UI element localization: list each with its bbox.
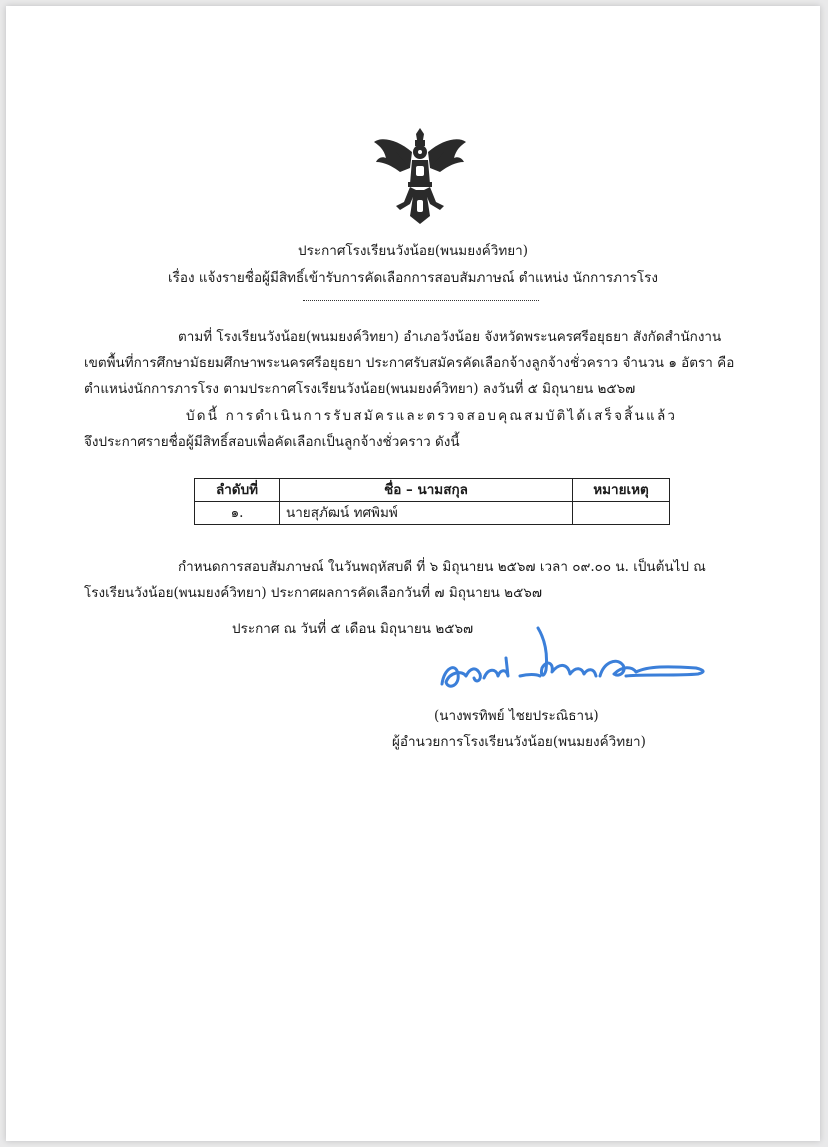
header-note: หมายเหตุ	[573, 479, 670, 502]
candidate-table	[194, 478, 670, 525]
garuda-emblem-icon	[370, 128, 470, 228]
para3-line-2: โรงเรียนวังน้อย(พนมยงค์วิทยา) ประกาศผลการคัดเลือกวันที่ ๗ มิถุนายน ๒๕๖๗	[84, 585, 543, 601]
cell-note	[573, 502, 670, 525]
header-order: ลำดับที่	[195, 479, 280, 502]
table-header-row	[195, 479, 670, 502]
date-line: ประกาศ ณ วันที่ ๕ เดือน มิถุนายน ๒๕๖๗	[232, 621, 474, 637]
announcement-title: ประกาศโรงเรียนวังน้อย(พนมยงค์วิทยา)	[298, 243, 528, 259]
para1-line-1: ตามที่ โรงเรียนวังน้อย(พนมยงค์วิทยา) อำเภอวังน้อย จังหวัดพระนครศรีอยุธยา สังกัดสำนักงาน	[178, 329, 722, 345]
signer-title: ผู้อำนวยการโรงเรียนวังน้อย(พนมยงค์วิทยา)	[392, 734, 646, 750]
signature-image	[436, 624, 716, 704]
header-name: ชื่อ – นามสกุล	[280, 479, 573, 502]
cell-name: นายสุภัฒน์ ทศพิมพ์	[280, 502, 573, 525]
table-row	[195, 502, 670, 525]
divider-dotted	[303, 300, 539, 301]
signer-name: (นางพรทิพย์ ไชยประณิธาน)	[434, 708, 599, 724]
para3-line-1: กำหนดการสอบสัมภาษณ์ ในวันพฤหัสบดี ที่ ๖ มิถุนายน ๒๕๖๗ เวลา ๐๙.๐๐ น. เป็นต้นไป ณ	[178, 559, 706, 575]
para1-line-2: เขตพื้นที่การศึกษามัธยมศึกษาพระนครศรีอยุธยา ประกาศรับสมัครคัดเลือกจ้างลูกจ้างชั่วคราว จำนวน ๑ อัตรา คือ	[84, 355, 735, 371]
announcement-subject: เรื่อง แจ้งรายชื่อผู้มีสิทธิ์เข้ารับการคัดเลือกการสอบสัมภาษณ์ ตำแหน่ง นักการภารโรง	[167, 270, 659, 286]
para2-line-1: บัดนี้ การดำเนินการรับสมัครและตรวจสอบคุณสมบัติได้เสร็จสิ้นแล้ว	[186, 408, 678, 424]
para1-line-3: ตำแหน่งนักการภารโรง ตามประกาศโรงเรียนวังน้อย(พนมยงค์วิทยา) ลงวันที่ ๕ มิถุนายน ๒๕๖๗	[84, 381, 636, 397]
para2-line-2: จึงประกาศรายชื่อผู้มีสิทธิ์สอบเพื่อคัดเลือกเป็นลูกจ้างชั่วคราว ดังนี้	[84, 434, 460, 450]
cell-order: ๑.	[195, 502, 280, 525]
document-page	[6, 6, 820, 1141]
